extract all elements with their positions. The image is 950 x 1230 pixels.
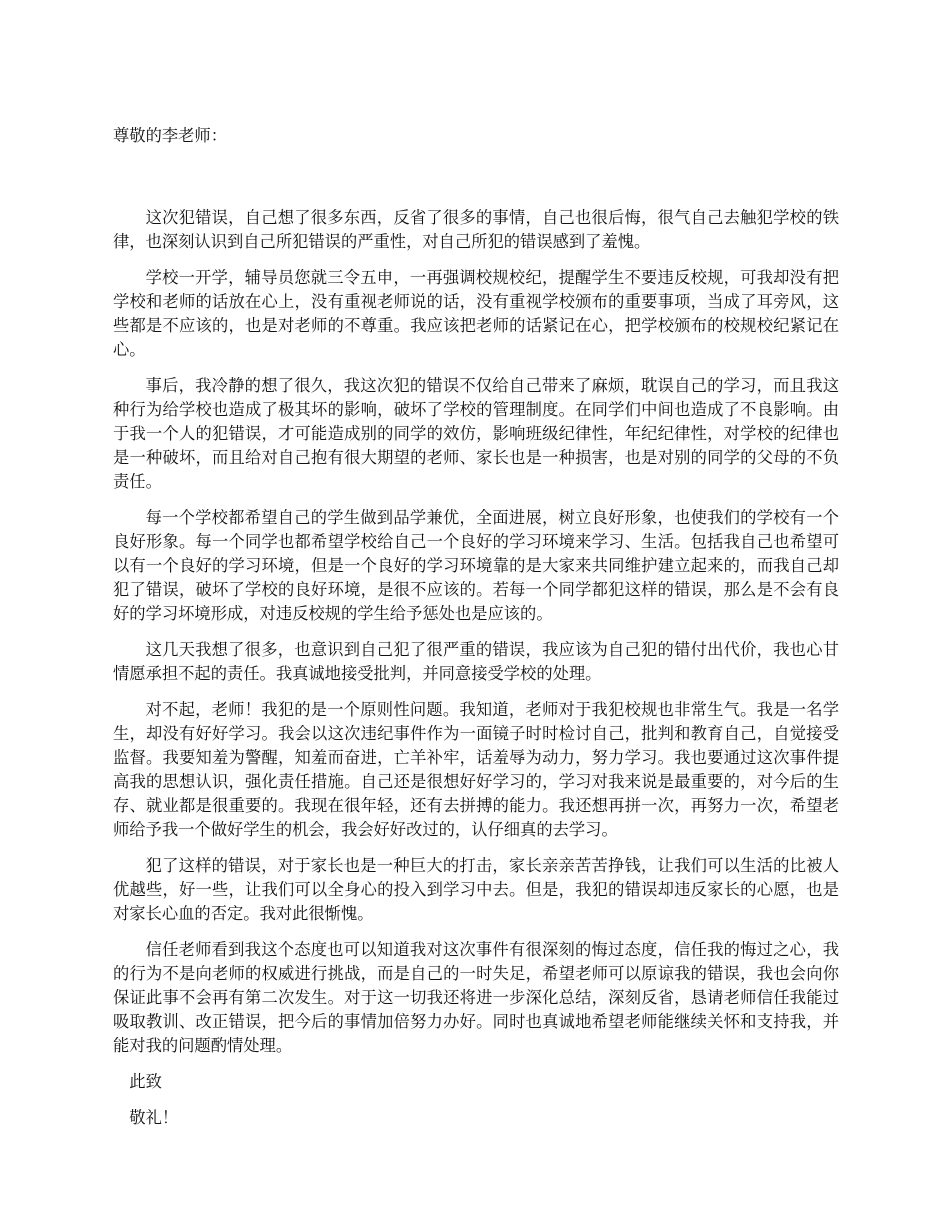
closing-salute: 敬礼！ [129,1108,179,1127]
closing-regards: 此致 [129,1072,162,1091]
paragraph-6: 对不起，老师！我犯的是一个原则性问题。我知道，老师对于我犯校规也非常生气。我是一名学生，却没有好好学习。我会以这次违纪事件作为一面镜子时时检讨自己，批判和教育自己，自觉接受监督。我要知羞为警醒，知羞而奋进，亡羊补牢，话羞辱为动力，努力学习。我也要通过这次事件提高我的思想认识，强化责任措施。自己还是很想好好学习的，学习对我来说是最重要的，对今后的生存、就业都是很重要的。我现在很年轻，还有去拼搏的能力。我还想再拼一次，再努力一次，希望老师给予我一个做好学生的机会，我会好好改过的，认仔细真的去学习。 [113,700,839,839]
paragraph-3: 事后，我冷静的想了很久，我这次犯的错误不仅给自己带来了麻烦，耽误自己的学习，而且我这种行为给学校也造成了极其坏的影响，破坏了学校的管理制度。在同学们中间也造成了不良影响。由于我一个人的犯错误，才可能造成别的同学的效仿，影响班级纪律性，年纪纪律性，对学校的纪律也是一种破坏，而且给对自己抱有很大期望的老师、家长也是一种损害，也是对别的同学的父母的不负责任。 [113,376,839,491]
paragraph-7: 犯了这样的错误，对于家长也是一种巨大的打击，家长亲亲苦苦挣钱，让我们可以生活的比被人优越些，好一些，让我们可以全身心的投入到学习中去。但是，我犯的错误却违反家长的心愿，也是对家长心血的否定。我对此很惭愧。 [113,856,839,923]
paragraph-1: 这次犯错误，自己想了很多东西，反省了很多的事情，自己也很后悔，很气自己去触犯学校的铁律，也深刻认识到自己所犯错误的严重性，对自己所犯的错误感到了羞愧。 [113,208,839,251]
paragraph-4: 每一个学校都希望自己的学生做到品学兼优，全面进展，树立良好形象，也使我们的学校有一个良好形象。每一个同学也都希望学校给自己一个良好的学习环境来学习、生活。包括我自己也希望可以有一个良好的学习环境，但是一个良好的学习环境靠的是大家来共同维护建立起来的，而我自己却犯了错误，破坏了学校的良好环境，是很不应该的。若每一个同学都犯这样的错误，那么是不会有良好的学习坏境形成，对违反校规的学生给予惩处也是应该的。 [113,508,839,623]
paragraph-5: 这几天我想了很多，也意识到自己犯了很严重的错误，我应该为自己犯的错付出代价，我也心甘情愿承担不起的责任。我真诚地接受批判，并同意接受学校的处理。 [113,640,839,683]
paragraph-2: 学校一开学，辅导员您就三令五申，一再强调校规校纪，提醒学生不要违反校规，可我却没有把学校和老师的话放在心上，没有重视老师说的话，没有重视学校颁布的重要事项，当成了耳旁风，这些都是不应该的，也是对老师的不尊重。我应该把老师的话紧记在心，把学校颁布的校规校纪紧记在心。 [113,268,839,359]
salutation: 尊敬的李老师： [113,126,227,145]
letter-body [113,124,839,1142]
paragraph-8: 信任老师看到我这个态度也可以知道我对这次事件有很深刻的悔过态度，信任我的悔过之心，我的行为不是向老师的权威进行挑战，而是自己的一时失足，希望老师可以原谅我的错误，我也会向你保证此事不会再有第二次发生。对于这一切我还将进一步深化总结，深刻反省，恳请老师信任我能过吸取教训、改正错误，把今后的事情加倍努力办好。同时也真诚地希望老师能继续关怀和支持我，并能对我的问题酌情处理。 [113,940,839,1055]
